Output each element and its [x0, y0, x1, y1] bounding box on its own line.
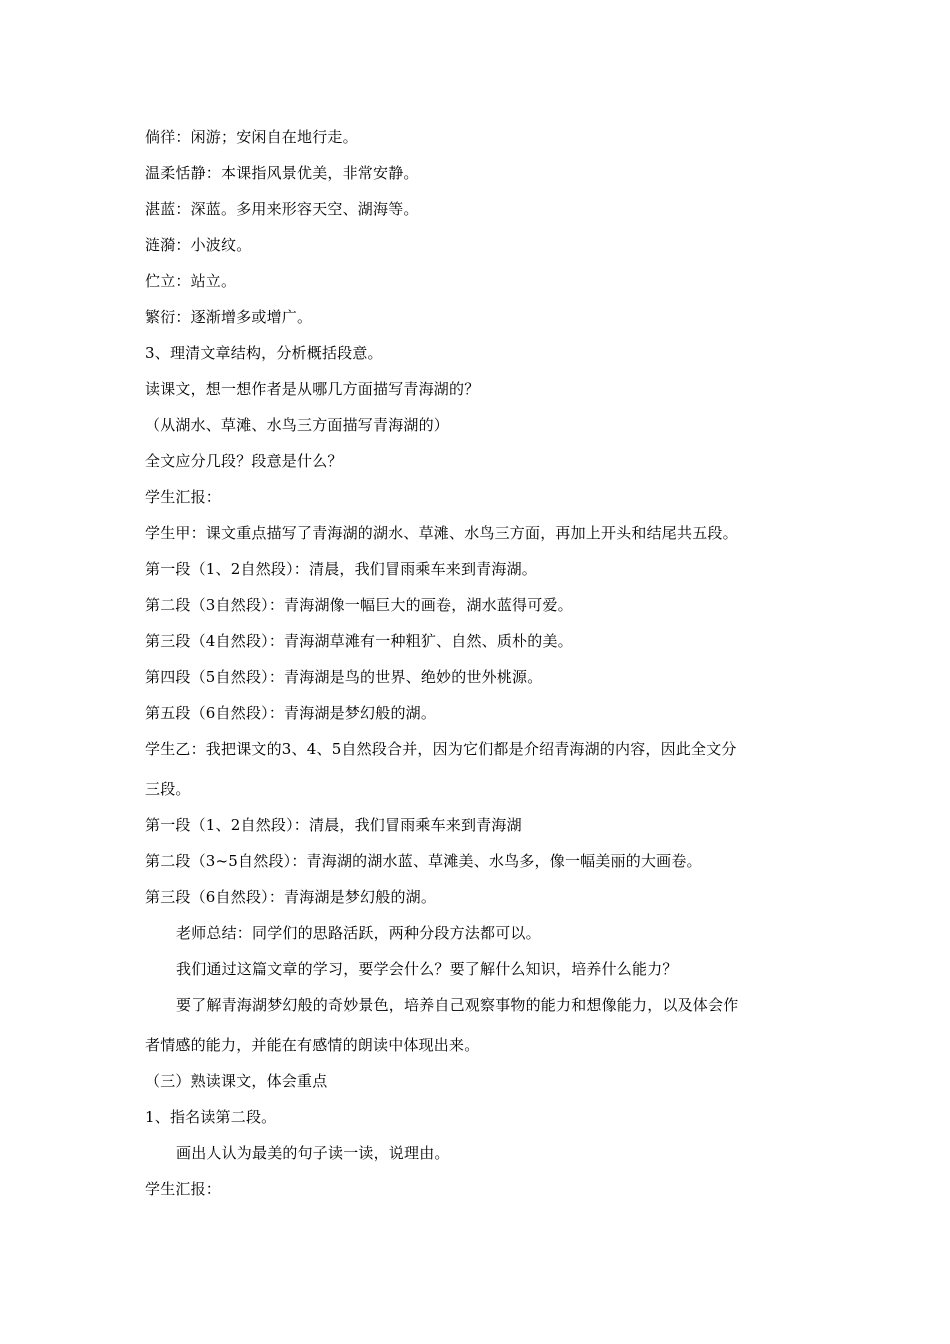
- student-a-paragraph-1: 第一段（1、2自然段）：清晨，我们冒雨乘车来到青海湖。: [145, 560, 537, 578]
- teacher-summary: 老师总结：同学们的思路活跃，两种分段方法都可以。: [176, 924, 541, 942]
- student-a-paragraph-4: 第四段（5自然段）：青海湖是鸟的世界、绝妙的世外桃源。: [145, 668, 543, 686]
- student-a-answer: 学生甲：课文重点描写了青海湖的湖水、草滩、水鸟三方面，再加上开头和结尾共五段。: [145, 524, 738, 542]
- definition-lianyi: 涟漪：小波纹。: [145, 236, 252, 254]
- answer-aspects: （从湖水、草滩、水鸟三方面描写青海湖的）: [145, 416, 450, 434]
- student-b-answer: 学生乙：我把课文的3、4、5自然段合并，因为它们都是介绍青海湖的内容，因此全文分: [145, 740, 737, 758]
- student-report-label-final: 学生汇报：: [145, 1180, 222, 1198]
- learning-goal-question: 我们通过这篇文章的学习，要学会什么？要了解什么知识，培养什么能力？: [176, 960, 678, 978]
- student-b-paragraph-3: 第三段（6自然段）：青海湖是梦幻般的湖。: [145, 888, 437, 906]
- student-b-paragraph-1: 第一段（1、2自然段）：清晨，我们冒雨乘车来到青海湖: [145, 816, 522, 834]
- student-a-paragraph-3: 第三段（4自然段）：青海湖草滩有一种粗犷、自然、质朴的美。: [145, 632, 573, 650]
- task-read-second-paragraph: 1、指名读第二段。: [145, 1108, 277, 1126]
- learning-goal-answer: 要了解青海湖梦幻般的奇妙景色，培养自己观察事物的能力和想像能力，以及体会作: [176, 996, 739, 1014]
- section-heading-reading: （三）熟读课文，体会重点: [145, 1072, 328, 1090]
- student-b-answer-continued: 三段。: [145, 780, 191, 798]
- definition-zhanlan: 湛蓝：深蓝。多用来形容天空、湖海等。: [145, 200, 419, 218]
- task-mark-sentence: 画出人认为最美的句子读一读，说理由。: [176, 1144, 450, 1162]
- definition-fanyan: 繁衍：逐渐增多或增广。: [145, 308, 313, 326]
- question-paragraphs: 全文应分几段？段意是什么？: [145, 452, 343, 470]
- student-b-paragraph-2: 第二段（3~5自然段）：青海湖的湖水蓝、草滩美、水鸟多，像一幅美丽的大画卷。: [145, 852, 702, 870]
- definition-changyang: 倘徉：闲游；安闲自在地行走。: [145, 128, 358, 146]
- student-a-paragraph-2: 第二段（3自然段）：青海湖像一幅巨大的画卷，湖水蓝得可爱。: [145, 596, 573, 614]
- question-aspects: 读课文，想一想作者是从哪几方面描写青海湖的？: [145, 380, 480, 398]
- definition-zhuli: 伫立：站立。: [145, 272, 237, 290]
- definition-wenrou-tianjing: 温柔恬静：本课指风景优美，非常安静。: [145, 164, 419, 182]
- learning-goal-answer-continued: 者情感的能力，并能在有感情的朗读中体现出来。: [145, 1036, 480, 1054]
- student-a-paragraph-5: 第五段（6自然段）：青海湖是梦幻般的湖。: [145, 704, 437, 722]
- student-report-label: 学生汇报：: [145, 488, 222, 506]
- section-heading-structure: 3、理清文章结构，分析概括段意。: [145, 344, 383, 362]
